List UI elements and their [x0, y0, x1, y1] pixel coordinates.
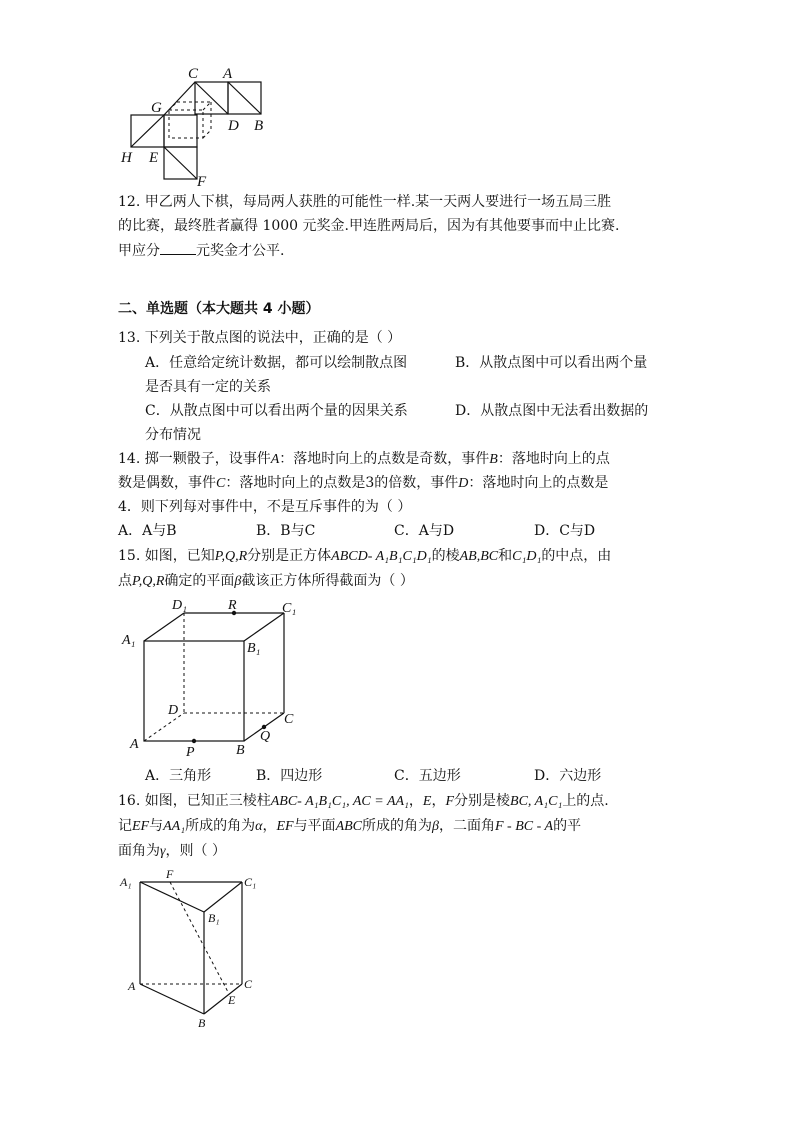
q14-var: A — [270, 452, 280, 467]
q15-var: β — [234, 574, 242, 589]
cube-figure — [118, 596, 308, 761]
q15-text: 分别是正方体 — [247, 548, 332, 564]
q15-line1 — [118, 546, 611, 567]
q16-var: β — [432, 819, 439, 834]
q16-text: 与平面 — [293, 818, 336, 834]
cube-label-b1: B₁ — [247, 641, 261, 656]
prism-label-c: C — [244, 977, 253, 991]
net-label-f: F — [197, 174, 207, 190]
q16-text: 与 — [149, 818, 164, 834]
net-label-h: H — [121, 150, 132, 166]
q15-text: 确定的平面 — [164, 573, 235, 589]
q14-option-c: C．A与D — [394, 523, 455, 539]
cube-label-b: B — [236, 743, 245, 758]
q14-var: D — [458, 476, 469, 491]
q16-text: ，则（ ） — [165, 843, 226, 859]
q16-var: ABC — [335, 819, 363, 834]
cube-net-figure — [115, 62, 275, 192]
q16-var: ABC- A₁B₁C₁, AC = AA₁ — [270, 794, 409, 809]
q16-var: EF — [276, 819, 294, 834]
q15-option-c: C．五边形 — [394, 768, 461, 784]
q15-var: P,Q,R — [132, 574, 165, 589]
q16-text: 上的点. — [562, 793, 609, 809]
q12-line1: 12. 甲乙两人下棋，每局两人获胜的可能性一样.某一天两人要进行一场五局三胜 — [118, 194, 612, 210]
q13-option-c: C．从散点图中可以看出两个量的因果关系 — [145, 403, 408, 419]
point-p — [192, 739, 196, 743]
cube-label-c1: C₁ — [282, 601, 297, 616]
q15-var: AB,BC — [459, 549, 499, 564]
net-label-b: B — [254, 118, 264, 134]
q16-text: 记 — [118, 818, 132, 834]
q14-line2 — [118, 473, 608, 494]
q16-text: 16. 如图，已知正三棱柱 — [118, 793, 271, 809]
q14-text: ：落地时向上的点数是 — [468, 475, 609, 491]
prism-label-e: E — [228, 993, 236, 1007]
q16-var: F - BC - A — [495, 819, 554, 834]
q13-option-a: A．任意给定统计数据，都可以绘制散点图 — [145, 355, 408, 371]
q13-option-b: B．从散点图中可以看出两个量 — [455, 355, 648, 371]
prism-label-b: B — [198, 1016, 206, 1030]
q16-text: ，二面角 — [439, 818, 495, 834]
q16-var: F — [445, 794, 455, 809]
q14-text: 14. 掷一颗骰子，设事件 — [118, 451, 271, 467]
q16-var: EF — [132, 819, 150, 834]
q16-var: γ — [160, 844, 166, 859]
q16-line1 — [118, 791, 609, 812]
q16-text: ， — [262, 818, 277, 834]
q14-text: ：落地时向上的点数是3的倍数，事件 — [225, 475, 459, 491]
cube-label-c: C — [284, 712, 294, 727]
q15-var: C₁D₁ — [512, 549, 542, 564]
q16-var: AA₁ — [163, 819, 186, 834]
q12-line2: 的比赛，最终胜者赢得 1000 元奖金.甲连胜两局后，因为有其他要事而中止比赛. — [118, 218, 620, 234]
q13-option-b-cont: 是否具有一定的关系 — [145, 379, 271, 395]
net-label-e: E — [149, 150, 159, 166]
section-heading: 二、单选题（本大题共 4 小题） — [118, 301, 320, 317]
q16-line3 — [118, 841, 226, 862]
answer-blank — [160, 240, 196, 255]
cube-label-d1: D₁ — [172, 598, 187, 613]
cube-label-d: D — [168, 703, 179, 718]
prism-label-c1: C₁ — [244, 875, 257, 889]
prism-label-b1: B₁ — [208, 911, 220, 925]
q15-text: 15. 如图，已知 — [118, 548, 215, 564]
q14-text: 数是偶数，事件 — [118, 475, 216, 491]
q14-var: B — [489, 452, 498, 467]
q14-line3: 4．则下列每对事件中，不是互斥事件的为（ ） — [118, 499, 412, 515]
q16-line2 — [118, 816, 581, 837]
q14-text: ：落地时向上的点 — [497, 451, 610, 467]
q15-text: 的中点，由 — [541, 548, 612, 564]
q16-var: E — [422, 794, 432, 809]
q13-option-d-cont: 分布情况 — [145, 427, 201, 443]
q16-text: 所成的角为 — [362, 818, 433, 834]
net-label-a: A — [223, 66, 233, 82]
q14-option-b: B．B与C — [256, 523, 316, 539]
q15-option-a: A．三角形 — [145, 768, 212, 784]
q15-option-d: D．六边形 — [534, 768, 602, 784]
q15-text: 和 — [498, 548, 513, 564]
q14-line1 — [118, 449, 610, 470]
q15-text: 的棱 — [431, 548, 460, 564]
net-label-g: G — [151, 100, 162, 116]
q16-text: 所成的角为 — [185, 818, 256, 834]
q15-var: P,Q,R — [214, 549, 248, 564]
prism-label-a: A — [128, 979, 136, 993]
q12-line3-post: 元奖金才公平. — [196, 243, 285, 259]
prism-label-a1: A₁ — [120, 875, 132, 889]
q16-var: α — [255, 819, 263, 834]
cube-label-q: Q — [260, 729, 271, 744]
q15-option-b: B．四边形 — [256, 768, 323, 784]
q13-option-d: D．从散点图中无法看出数据的 — [455, 403, 649, 419]
q12-line3 — [118, 240, 284, 261]
q12-line3-pre: 甲应分 — [118, 243, 160, 259]
q16-text: ， — [431, 793, 446, 809]
cube-label-r: R — [228, 598, 237, 613]
q15-line2 — [118, 571, 414, 592]
q16-text: 面角为 — [118, 843, 160, 859]
q14-var: C — [216, 476, 226, 491]
q15-text: 点 — [118, 573, 132, 589]
q16-var: BC, A₁C₁ — [510, 794, 563, 809]
prism-figure — [118, 864, 278, 1034]
q13-stem: 13. 下列关于散点图的说法中，正确的是（ ） — [118, 330, 402, 346]
q14-text: ：落地时向上的点数是奇数，事件 — [279, 451, 490, 467]
q15-text: 截该正方体所得截面为（ ） — [241, 573, 414, 589]
q16-text: 分别是棱 — [454, 793, 511, 809]
q14-option-d: D．C与D — [534, 523, 596, 539]
q15-var: ABCD- A₁B₁C₁D₁ — [331, 549, 432, 564]
net-label-d: D — [228, 118, 239, 134]
prism-label-f: F — [166, 867, 174, 881]
q16-text: ， — [408, 793, 423, 809]
cube-label-p: P — [186, 745, 195, 760]
cube-label-a: A — [130, 737, 139, 752]
q16-text: 的平 — [553, 818, 582, 834]
q14-option-a: A．A与B — [118, 523, 177, 539]
net-label-c: C — [188, 66, 199, 82]
cube-label-a1: A₁ — [122, 633, 136, 648]
